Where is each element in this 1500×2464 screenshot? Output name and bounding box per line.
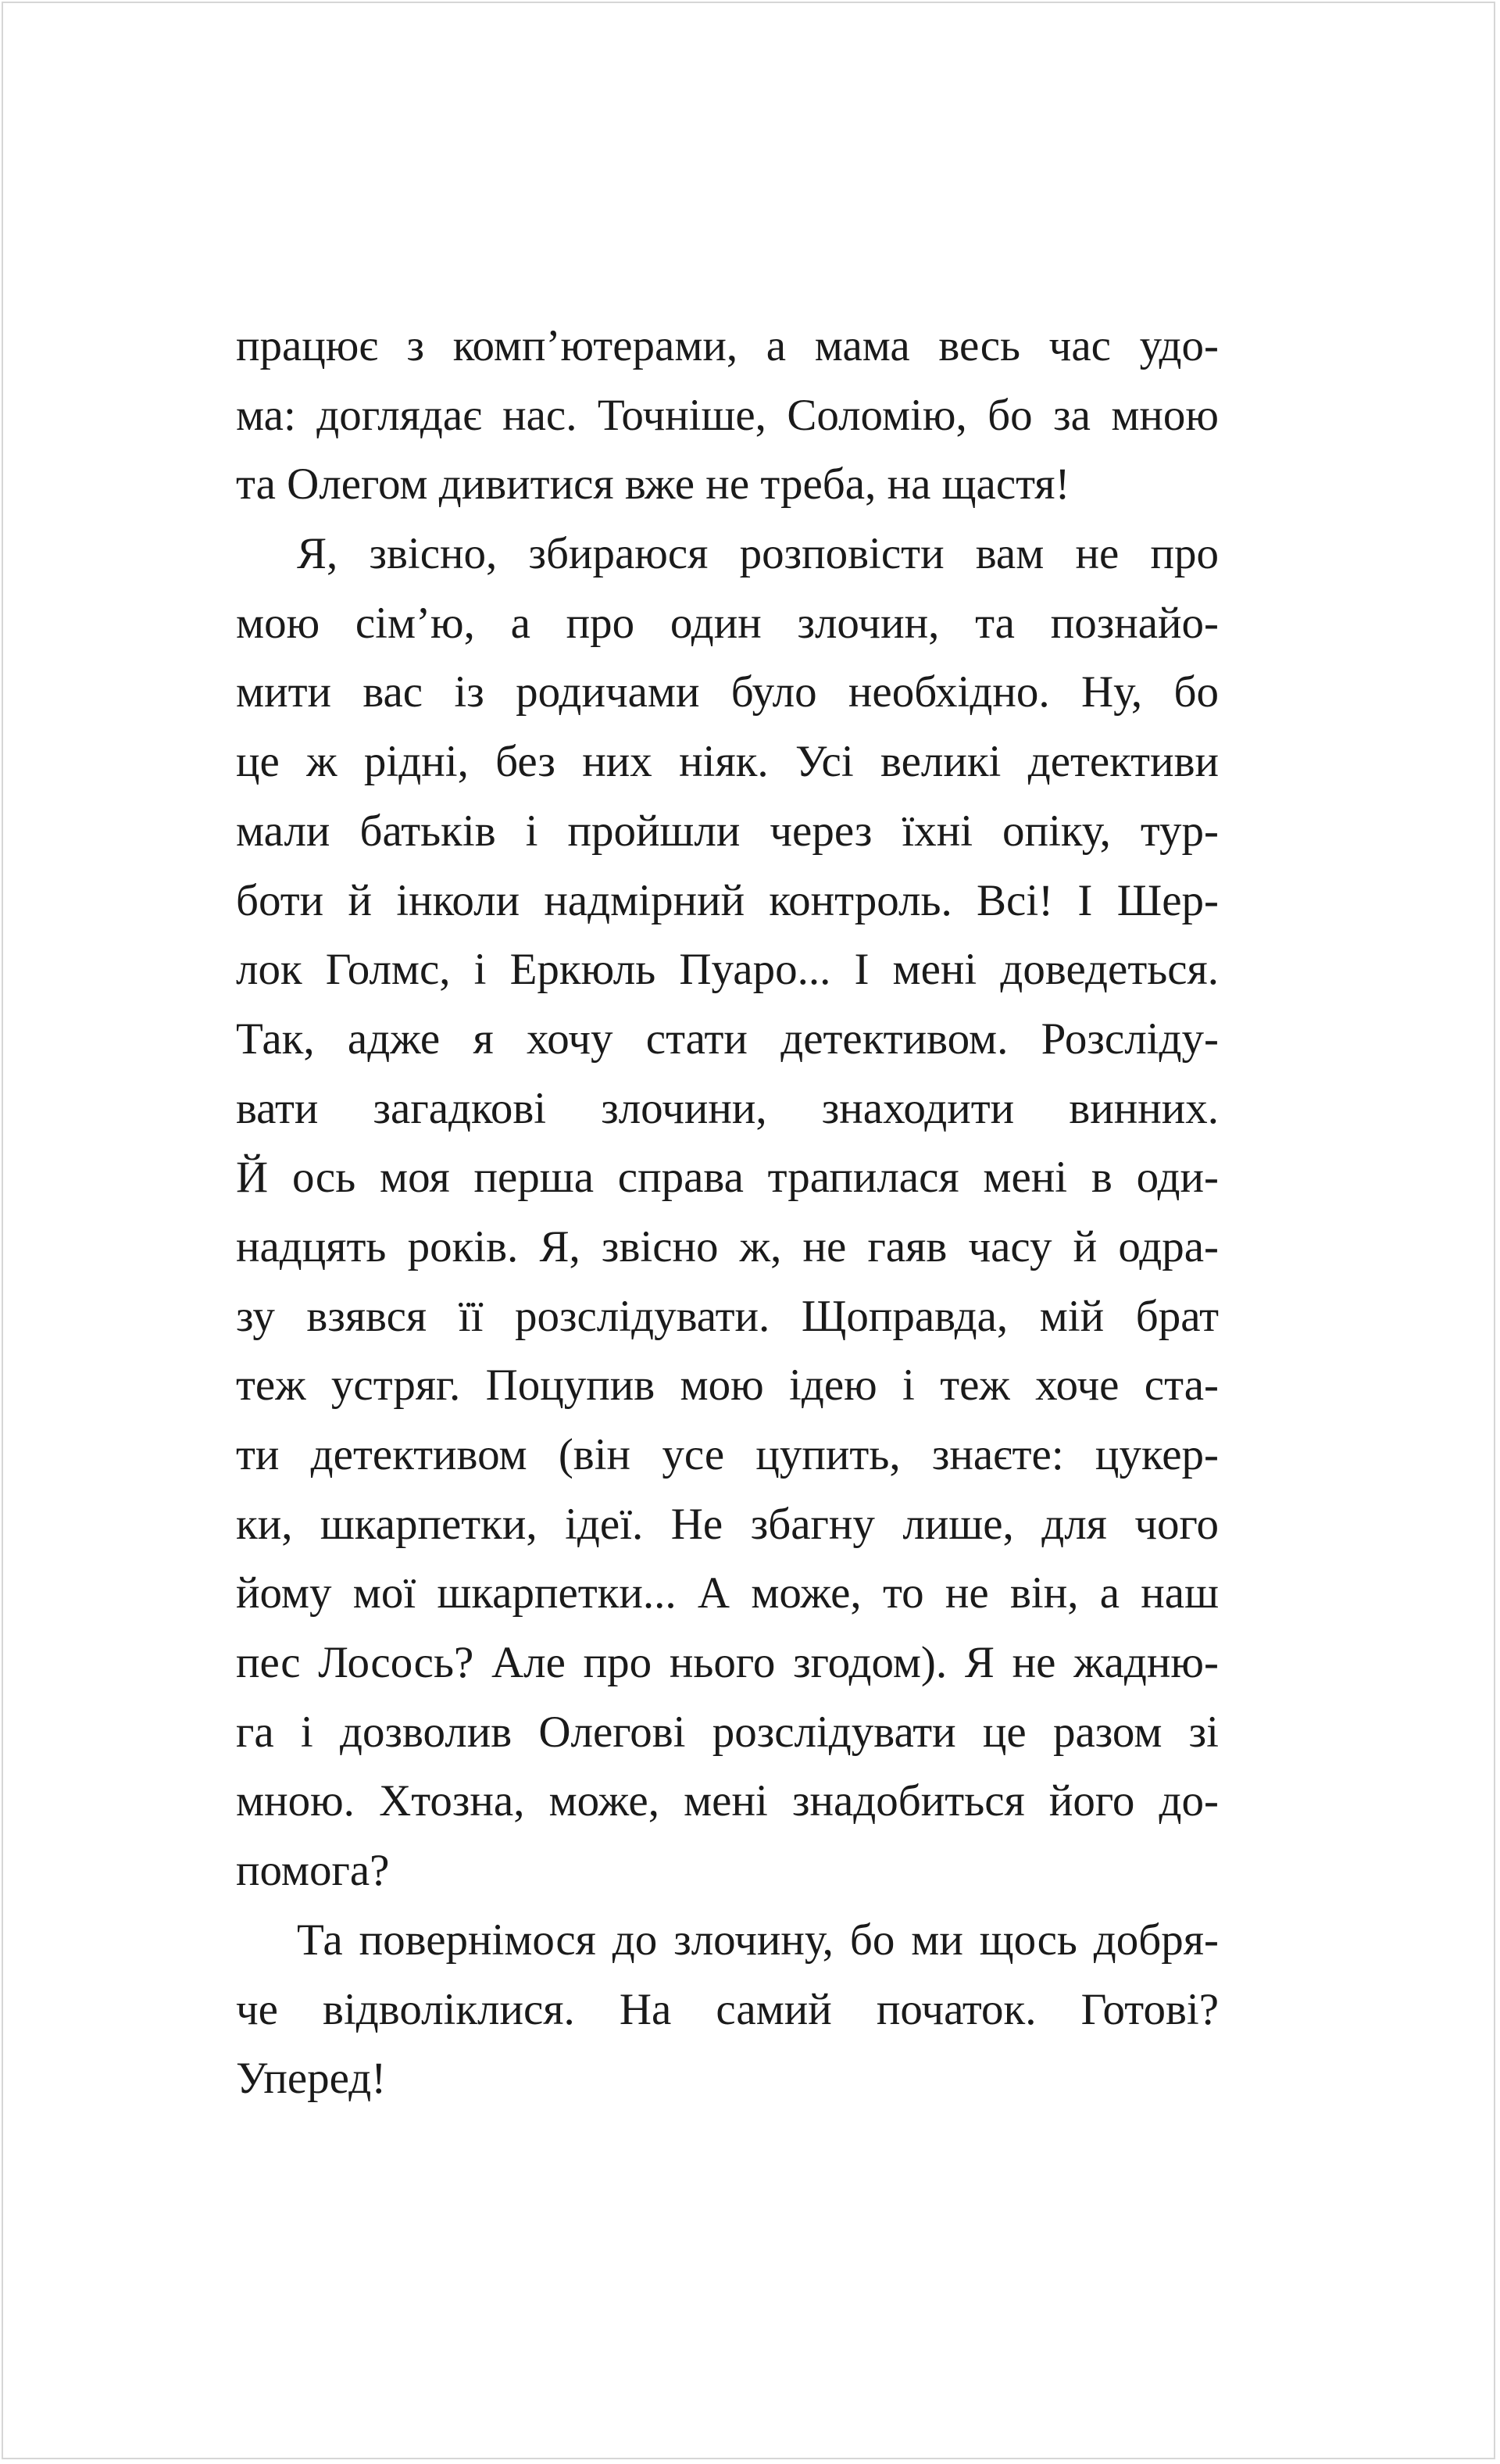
text-line: це ж рідні, без них ніяк. Усі великі детективи (236, 737, 1219, 787)
text-line: теж устряг. Поцупив мою ідею і теж хоче ста- (236, 1361, 1219, 1411)
text-line: мали батьків і пройшли через їхні опіку, тур- (236, 806, 1219, 856)
text-line: че відволіклися. На самий початок. Готові? (236, 1984, 1219, 2034)
body-text (236, 312, 1219, 2114)
text-line: мити вас із родичами було необхідно. Ну, бо (236, 667, 1219, 717)
text-line: Та повернімося до злочину, бо ми щось добря- (297, 1915, 1219, 1965)
text-line: помога? (236, 1846, 390, 1896)
text-line: працює з комп’ютерами, а мама весь час удо- (236, 321, 1219, 370)
text-line: Уперед! (236, 2054, 387, 2104)
text-line: та Олегом дивитися вже не треба, на щастя! (236, 460, 1070, 510)
text-line: мною. Хтозна, може, мені знадобиться його до- (236, 1776, 1219, 1826)
text-line: Я, звісно, збираюся розповісти вам не про (297, 529, 1219, 579)
text-line: зу взявся її розслідувати. Щоправда, мій брат (236, 1291, 1219, 1341)
text-line: ма: доглядає нас. Точніше, Соломію, бо за мною (236, 390, 1219, 440)
text-line: ки, шкарпетки, ідеї. Не збагну лише, для чого (236, 1499, 1219, 1549)
text-line: пес Лосось? Але про нього згодом). Я не жадню- (236, 1638, 1219, 1688)
text-line: ти детективом (він усе цупить, знаєте: цукер- (236, 1430, 1219, 1479)
text-line: надцять років. Я, звісно ж, не гаяв часу й одра- (236, 1221, 1219, 1271)
text-line: йому мої шкарпетки... А може, то не він, а наш (236, 1568, 1219, 1618)
text-line: Так, адже я хочу стати детективом. Розсліду- (236, 1014, 1219, 1064)
text-line: га і дозволив Олегові розслідувати це разом зі (236, 1707, 1219, 1757)
text-line: Й ось моя перша справа трапилася мені в оди- (236, 1153, 1219, 1203)
text-line: лок Голмс, і Еркюль Пуаро... І мені доведеться. (236, 945, 1219, 995)
text-line: мою сім’ю, а про один злочин, та познайо- (236, 598, 1219, 648)
text-line: боти й інколи надмірний контроль. Всі! І Шер- (236, 875, 1219, 925)
text-line: вати загадкові злочини, знаходити винних. (236, 1083, 1219, 1133)
